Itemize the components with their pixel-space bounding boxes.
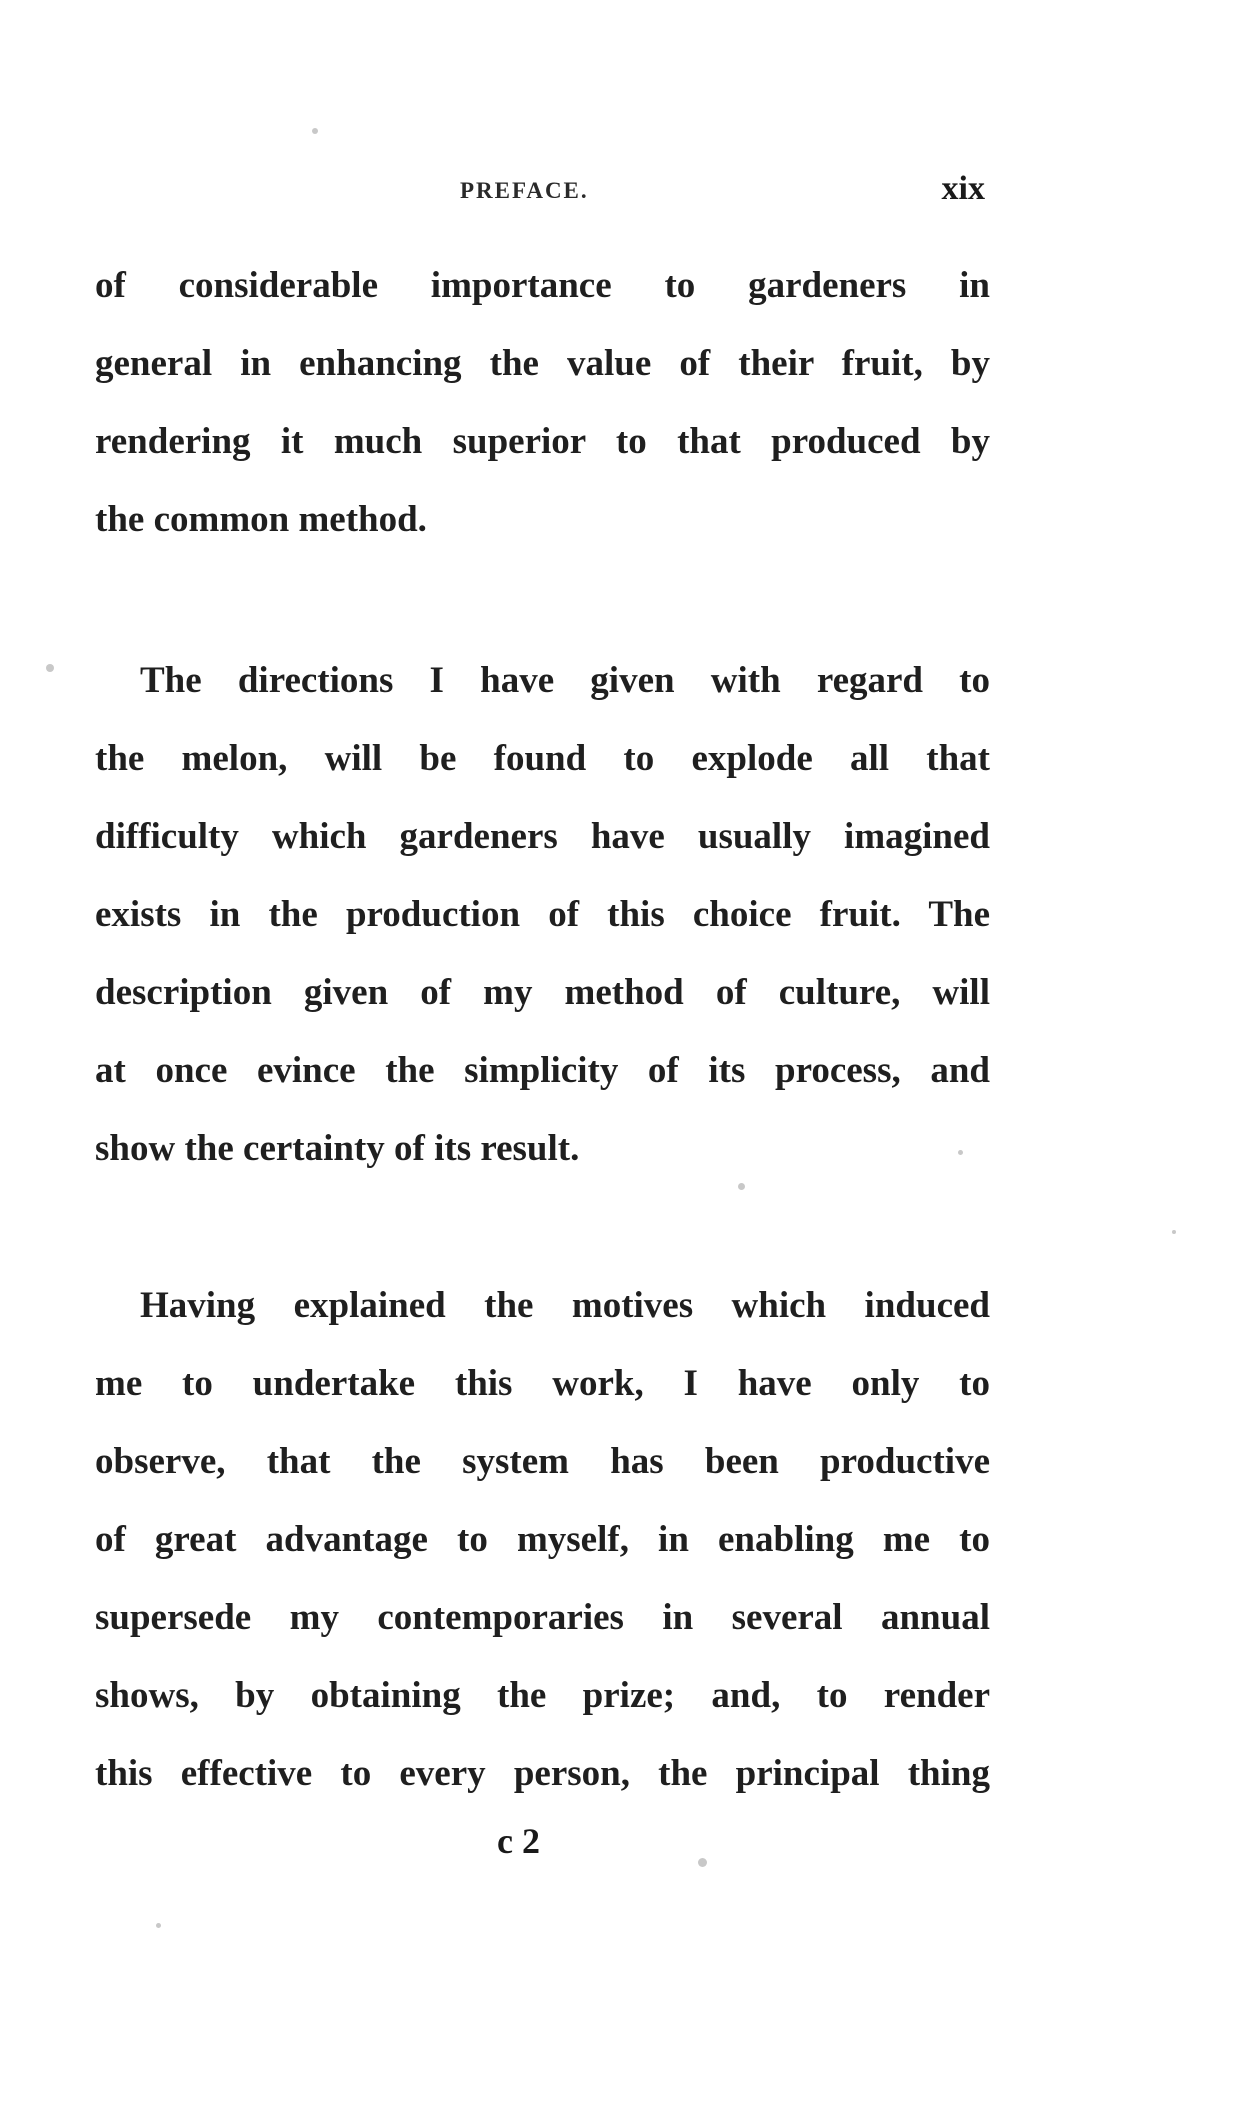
text-line: supersede my contemporaries in several annual [95,1597,990,1638]
text-line: observe, that the system has been productive [95,1441,990,1482]
signature-mark: c 2 [497,1821,540,1861]
text-line: me to undertake this work, I have only to [95,1363,990,1404]
page-number: xix [941,170,985,207]
print-speck [312,128,318,134]
paragraph-3 [95,1267,990,1813]
print-speck [46,664,54,672]
print-speck [1172,1230,1176,1234]
text-line: show the certainty of its result. [95,1128,580,1169]
text-line: the common method. [95,499,427,540]
text-line: The directions I have given with regard to [140,660,990,701]
print-speck [156,1923,161,1928]
text-line: at once evince the simplicity of its process, and [95,1050,990,1091]
text-line: description given of my method of culture, will [95,972,990,1013]
text-line: rendering it much superior to that produced by [95,421,990,462]
text-line: general in enhancing the value of their fruit, by [95,343,990,384]
text-line: difficulty which gardeners have usually imagined [95,816,990,857]
running-head [95,170,985,220]
text-line: shows, by obtaining the prize; and, to render [95,1675,990,1716]
paragraph-2 [95,642,990,1188]
print-speck [698,1858,707,1867]
paragraph-1 [95,247,990,559]
text-line: Having explained the motives which induced [140,1285,990,1326]
text-line: this effective to every person, the principal thing [95,1753,990,1794]
text-line: of great advantage to myself, in enabling me to [95,1519,990,1560]
text-line: exists in the production of this choice fruit. The [95,894,990,935]
text-line: the melon, will be found to explode all that [95,738,990,779]
text-line: of considerable importance to gardeners in [95,265,990,306]
running-title: PREFACE. [460,178,589,203]
